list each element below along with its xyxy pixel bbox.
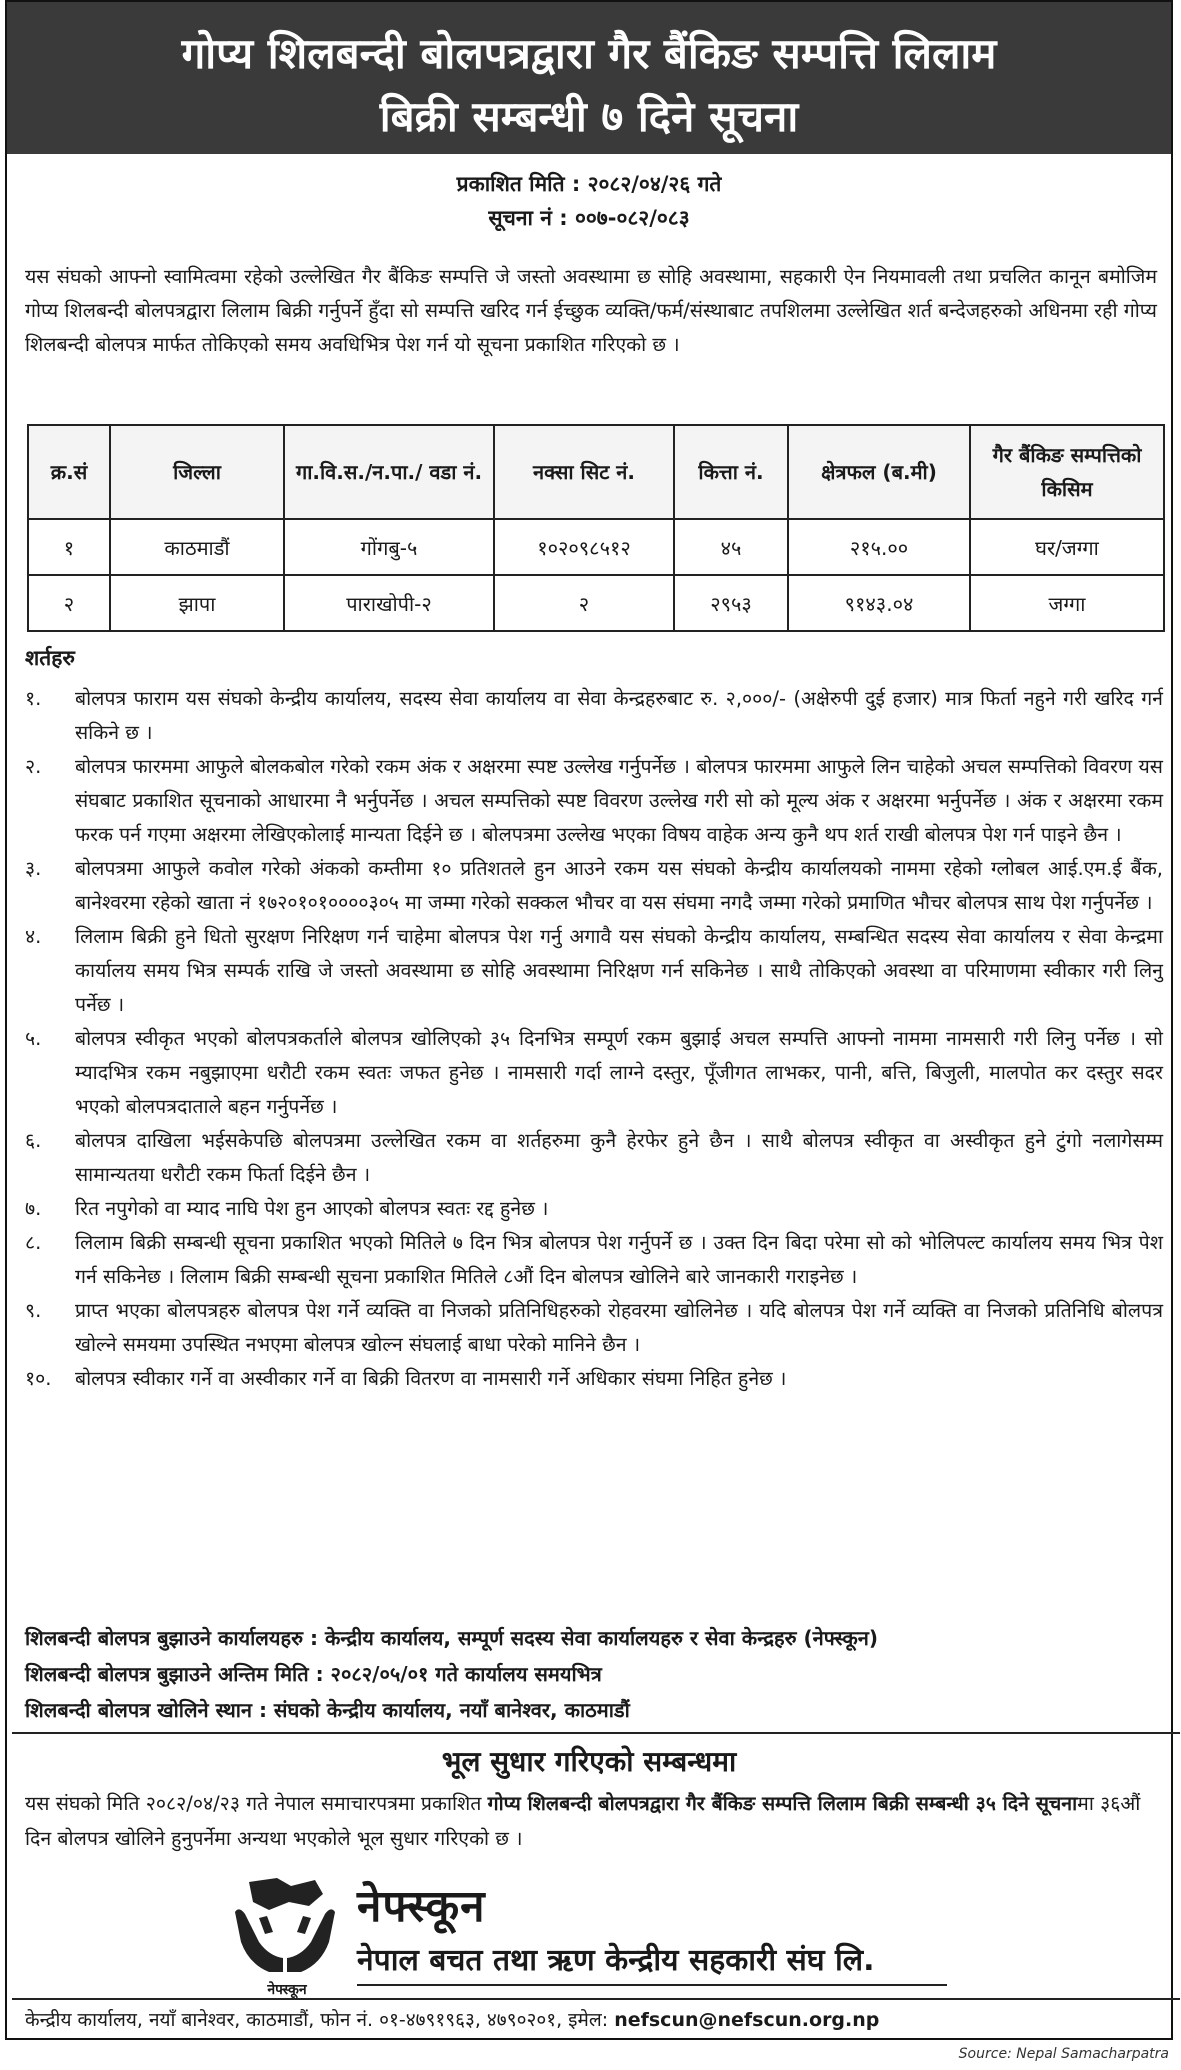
- term-item: [25, 750, 1163, 852]
- term-number: ३.: [25, 857, 42, 880]
- title-line-1: गोप्य शिलबन्दी बोलपत्रद्वारा गैर बैंकिङ सम्पत्ति लिलाम: [181, 29, 997, 78]
- correction-title: भूल सुधार गरिएको सम्बन्धमा: [441, 1745, 737, 1778]
- term-number: १.: [25, 687, 42, 710]
- table-cell: १: [28, 519, 110, 575]
- term-item: [25, 1192, 1163, 1226]
- property-table: [27, 424, 1165, 632]
- contact-text: केन्द्रीय कार्यालय, नयाँ बानेश्वर, काठमाडौं, फोन नं. ०१-४७९१९६३, ४७९०२०१, इमेल:: [25, 2009, 615, 2031]
- publication-info: [7, 170, 1171, 238]
- hands-holding-map-icon: [229, 1872, 341, 1982]
- table-cell: जग्गा: [970, 575, 1164, 631]
- col-header: गा.वि.स./न.पा./ वडा नं.: [284, 425, 494, 519]
- notice-number: सूचना नं : ००७-०८२/०८३: [488, 206, 690, 230]
- table-header-row: [28, 425, 1164, 519]
- term-item: [25, 920, 1163, 1022]
- submission-deadline: शिलबन्दी बोलपत्र बुझाउने अन्तिम मिति : २०८२/०५/०१ गते कार्यालय समयभित्र: [25, 1662, 602, 1686]
- term-item: [25, 682, 1163, 750]
- correction-text-bold: गोप्य शिलबन्दी बोलपत्रद्वारा गैर बैंकिङ सम्पत्ति लिलाम बिक्री सम्बन्धी ३५ दिने सूचना: [487, 1792, 1078, 1815]
- term-text: बोलपत्र दाखिला भईसकेपछि बोलपत्रमा उल्लेखित रकम वा शर्तहरुमा कुनै हेरफेर हुने छैन । साथै बोलपत्र स्वीकृत वा अस्वीकृत हुने टुंगो नलागेसम्म सामान्यतया धरौटी रकम फिर्ता दिईने छैन ।: [75, 1129, 1164, 1186]
- org-short-name: नेफ्स्कून: [357, 1881, 486, 1932]
- term-number: ४.: [25, 925, 42, 948]
- term-number: ७.: [25, 1197, 42, 1220]
- term-text: बोलपत्रमा आफुले कवोल गरेको अंकको कम्तीमा १० प्रतिशतले हुन आउने रकम यस संघको केन्द्रीय कार्यालयको नाममा रहेको ग्लोबल आई.एम.ई बैंक, बानेश्वरमा रहेको खाता नं १७२०१०१००००३०५ मा जम्मा गरेको सक्कल भौचर वा यस संघमा नगदै जम्मा गरेको प्रमाणित भौचर बोलपत्र साथ पेश गर्नुपर्नेछ ।: [75, 857, 1163, 914]
- term-item: [25, 1226, 1163, 1294]
- title-line-2: बिक्री सम्बन्धी ७ दिने सूचना: [379, 92, 799, 141]
- contact-line: [25, 2006, 1165, 2032]
- correction-text: [25, 1786, 1165, 1856]
- term-number: २.: [25, 755, 42, 778]
- col-header: क्षेत्रफल (ब.मी): [788, 425, 970, 519]
- table-cell: २९५३: [674, 575, 788, 631]
- term-number: ९.: [25, 1299, 42, 1322]
- term-text: प्राप्त भएका बोलपत्रहरु बोलपत्र पेश गर्ने व्यक्ति वा निजको प्रतिनिधिहरुको रोहवरमा खोलिनेछ । यदि बोलपत्र पेश गर्ने व्यक्ति वा निजको प्रतिनिधि बोलपत्र खोल्ने समयमा उपस्थित नभएमा बोलपत्र खोल्न संघलाई बाधा परेको मानिने छैन ।: [75, 1299, 1163, 1356]
- logo-caption: नेफ्स्कून: [267, 1982, 307, 1998]
- publication-date: प्रकाशित मिति : २०८२/०४/२६ गते: [456, 172, 722, 196]
- table-row: [28, 575, 1164, 631]
- term-item: [25, 1022, 1163, 1124]
- submission-details: [25, 1620, 1165, 1728]
- term-item: [25, 1362, 1163, 1396]
- term-number: ६.: [25, 1129, 42, 1152]
- term-text: लिलाम बिक्री सम्बन्धी सूचना प्रकाशित भएको मितिले ७ दिन भित्र बोलपत्र पेश गर्नुपर्ने छ । उक्त दिन बिदा परेमा सो को भोलिपल्ट कार्यालय समय भित्र पेश गर्न सकिनेछ । लिलाम बिक्री सम्बन्धी सूचना प्रकाशित मितिले ८औं दिन बोलपत्र खोलिने बारे जानकारी गराइनेछ ।: [75, 1231, 1163, 1288]
- col-header: गैर बैंकिङ सम्पत्तिको किसिम: [970, 425, 1164, 519]
- table-row: [28, 519, 1164, 575]
- term-text: लिलाम बिक्री हुने धितो सुरक्षण निरिक्षण गर्न चाहेमा बोलपत्र पेश गर्नु अगावै यस संघको केन्द्रीय कार्यालय, सम्बन्धित सदस्य सेवा कार्यालय र सेवा केन्द्रमा कार्यालय समय भित्र सम्पर्क राखि जे जस्तो अवस्थामा छ सोहि अवस्थामा निरिक्षण गर्न सकिनेछ । साथै तोकिएको अवस्था वा परिमाणमा स्वीकार गरी लिनु पर्नेछ ।: [75, 925, 1163, 1016]
- table-cell: घर/जग्गा: [970, 519, 1164, 575]
- table-cell: ४५: [674, 519, 788, 575]
- term-number: ५.: [25, 1027, 42, 1050]
- term-item: [25, 1294, 1163, 1362]
- term-item: [25, 852, 1163, 920]
- term-text: बोलपत्र स्वीकार गर्ने वा अस्वीकार गर्ने वा बिक्री वितरण वा नामसारी गर्ने अधिकार संघमा निहित हुनेछ ।: [75, 1367, 787, 1390]
- org-underline: [357, 1984, 947, 1986]
- logo-svg: [229, 1872, 341, 1982]
- term-text: बोलपत्र फाराम यस संघको केन्द्रीय कार्यालय, सदस्य सेवा कार्यालय वा सेवा केन्द्रहरुबाट रु. २,०००/- (अक्षेरुपी दुई हजार) मात्र फिर्ता नहुने गरी खरिद गर्न सकिने छ ।: [75, 687, 1163, 744]
- term-text: बोलपत्र फारममा आफुले बोलकबोल गरेको रकम अंक र अक्षरमा स्पष्ट उल्लेख गर्नुपर्नेछ । बोलपत्र फारममा आफुले लिन चाहेको अचल सम्पत्तिको विवरण यस संघबाट प्रकाशित सूचनाको आधारमा नै भर्नुपर्नेछ । अचल सम्पत्तिको स्पष्ट विवरण उल्लेख गरी सो को मूल्य अंक र अक्षरमा भर्नुपर्नेछ । अंक र अक्षरमा रकम फरक पर्न गएमा अक्षरमा लेखिएकोलाई मान्यता दिईने छ । बोलपत्रमा उल्लेख भएका विषय वाहेक अन्य कुनै थप शर्त राखी बोलपत्र पेश गर्न पाइने छैन ।: [75, 755, 1163, 846]
- table-cell: २: [494, 575, 674, 631]
- divider: [12, 1998, 1180, 2000]
- table-cell: पाराखोपी-२: [284, 575, 494, 631]
- terms-list: [25, 682, 1163, 1396]
- correction-text-before: यस संघको मिति २०८२/०४/२३ गते नेपाल समाचारपत्रमा प्रकाशित: [25, 1792, 488, 1815]
- notice-frame: [5, 0, 1173, 2040]
- table-cell: काठमाडौं: [110, 519, 284, 575]
- term-text: रित नपुगेको वा म्याद नाघि पेश हुन आएको बोलपत्र स्वतः रद्द हुनेछ ।: [75, 1197, 549, 1220]
- email-link[interactable]: nefscun@nefscun.org.np: [614, 2009, 880, 2031]
- org-full-name: नेपाल बचत तथा ऋण केन्द्रीय सहकारी संघ लि.: [357, 1943, 875, 1978]
- opening-location: शिलबन्दी बोलपत्र खोलिने स्थान : संघको केन्द्रीय कार्यालय, नयाँ बानेश्वर, काठमाडौं: [25, 1698, 630, 1722]
- table-cell: झापा: [110, 575, 284, 631]
- table-cell: १०२०९८५१२: [494, 519, 674, 575]
- notice-header: [7, 2, 1171, 154]
- intro-paragraph: यस संघको आफ्नो स्वामित्वमा रहेको उल्लेखित गैर बैंकिङ सम्पत्ति जे जस्तो अवस्थामा छ सोहि अवस्थामा, सहकारी ऐन नियमावली तथा प्रचलित कानून बमोजिम गोप्य शिलबन्दी बोलपत्रद्वारा लिलाम बिक्री गर्नुपर्ने हुँदा सो सम्पत्ति खरिद गर्न ईच्छुक व्यक्ति/फर्म/संस्थाबाट तपशिलमा उल्लेखित शर्त बन्देजहरुको अधिनमा रही गोप्य शिलबन्दी बोलपत्र मार्फत तोकिएको समय अवधिभित्र पेश गर्न यो सूचना प्रकाशित गरिएको छ ।: [25, 265, 1157, 356]
- col-header: क्र.सं: [28, 425, 110, 519]
- table-cell: ९१४३.०४: [788, 575, 970, 631]
- table-cell: २: [28, 575, 110, 631]
- divider: [12, 1732, 1180, 1734]
- term-text: बोलपत्र स्वीकृत भएको बोलपत्रकर्ताले बोलपत्र खोलिएको ३५ दिनभित्र सम्पूर्ण रकम बुझाई अचल सम्पत्ति आफ्नो नाममा नामसारी गरी लिनु पर्नेछ । सो म्यादभित्र रकम नबुझाएमा धरौटी रकम स्वतः जफत हुनेछ । नामसारी गर्दा लाग्ने दस्तुर, पूँजीगत लाभकर, पानी, बत्ति, बिजुली, मालपोत कर दस्तुर सदर भएको बोलपत्रदाताले बहन गर्नुपर्नेछ ।: [75, 1027, 1163, 1118]
- terms-title: शर्तहरु: [25, 646, 75, 670]
- term-item: [25, 1124, 1163, 1192]
- col-header: नक्सा सिट नं.: [494, 425, 674, 519]
- table-cell: गोंगबु-५: [284, 519, 494, 575]
- col-header: कित्ता नं.: [674, 425, 788, 519]
- col-header: जिल्ला: [110, 425, 284, 519]
- correction-text-after: मा ३६औं दिन बोलपत्र खोलिने हुनुपर्नेमा अन्यथा भएकोले भूल सुधार गरिएको छ ।: [25, 1792, 1141, 1850]
- term-number: ८.: [25, 1231, 42, 1254]
- source-credit: Source: Nepal Samacharpatra: [958, 2046, 1169, 2062]
- term-number: १०.: [25, 1367, 52, 1390]
- table-cell: २१५.००: [788, 519, 970, 575]
- submission-offices: शिलबन्दी बोलपत्र बुझाउने कार्यालयहरु : केन्द्रीय कार्यालय, सम्पूर्ण सदस्य सेवा कार्यालयहरु र सेवा केन्द्रहरु (नेफ्स्कून): [25, 1626, 878, 1650]
